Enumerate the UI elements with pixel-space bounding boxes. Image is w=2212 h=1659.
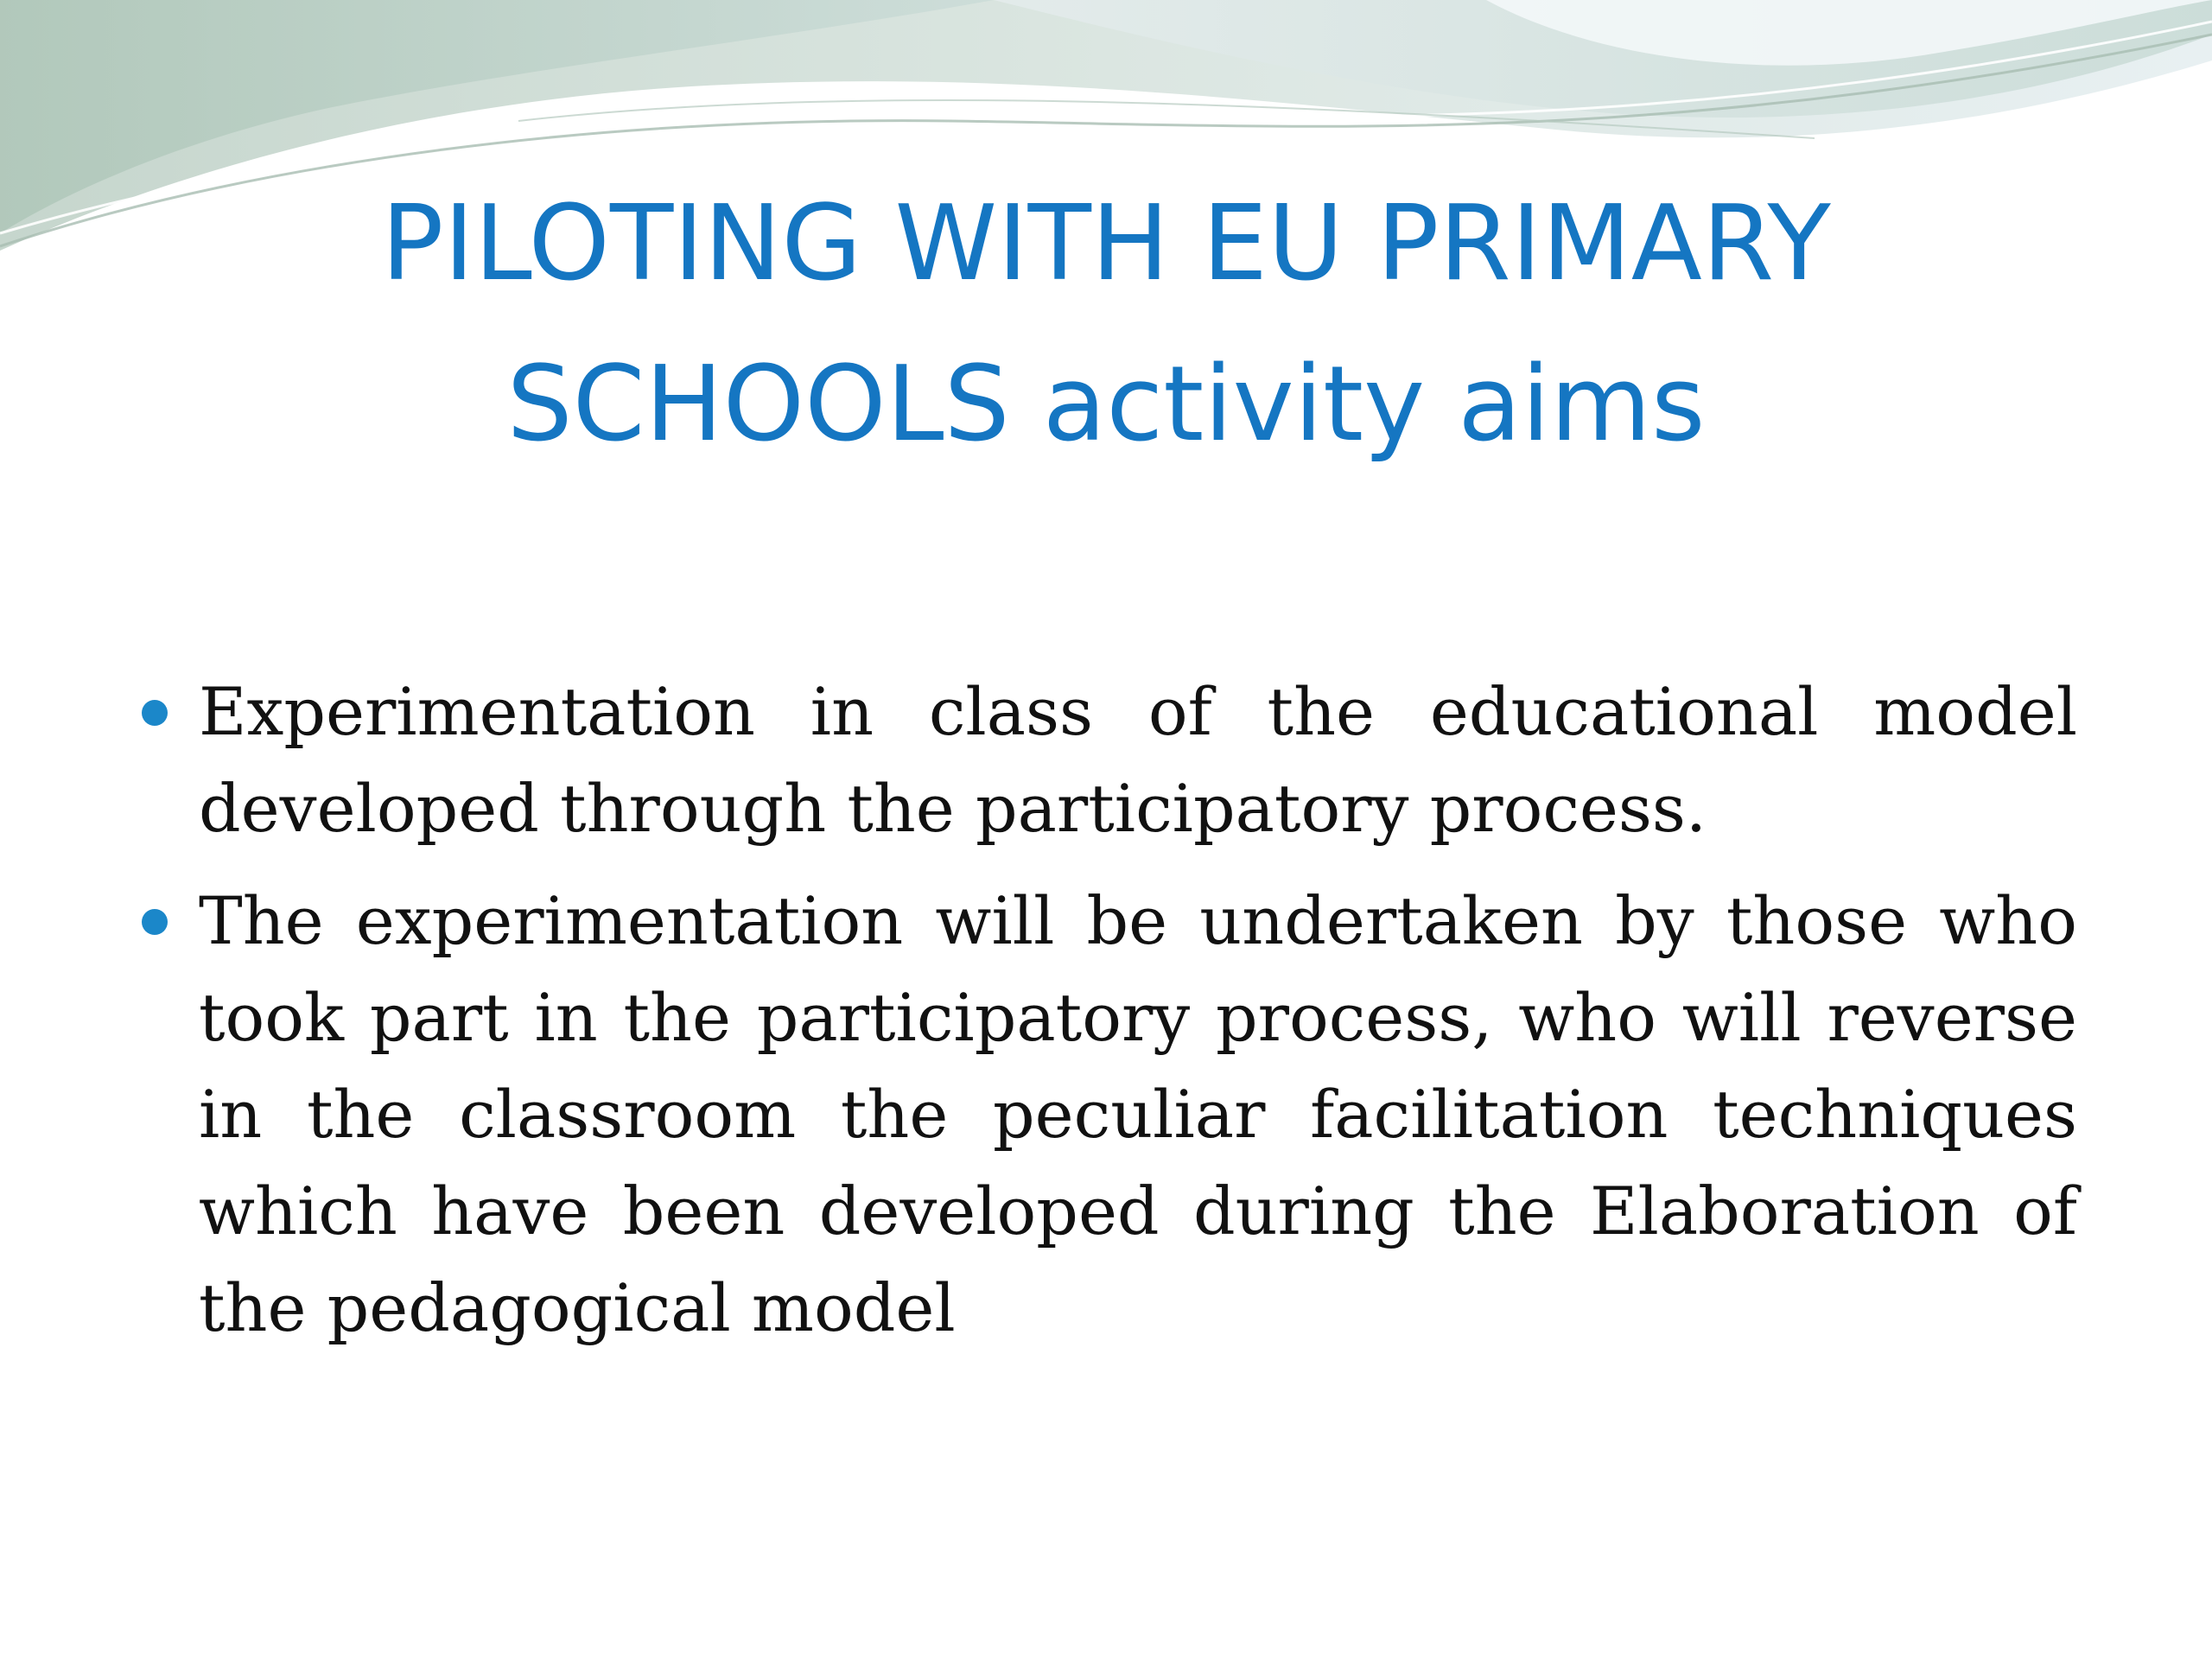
bullet-text: Experimentation in class of the educational model developed through the participatory process.	[199, 673, 2077, 847]
slide-title-line-2: SCHOOLS activity aims	[506, 345, 1706, 465]
bullet-item	[138, 873, 2077, 1357]
slide-title-line-1: PILOTING WITH EU PRIMARY	[381, 184, 1831, 304]
bullet-item	[138, 664, 2077, 857]
bullet-text: The experimentation will be undertaken by those who took part in the participatory process, who will reverse in the classroom the peculiar facilitation techniques which have been developed during the Elaboration of the pedagogical model	[199, 882, 2077, 1346]
bullet-list	[138, 664, 2077, 1372]
bullet-dot-icon	[142, 909, 168, 935]
slide-title	[138, 164, 2074, 486]
bullet-dot-icon	[142, 700, 168, 726]
